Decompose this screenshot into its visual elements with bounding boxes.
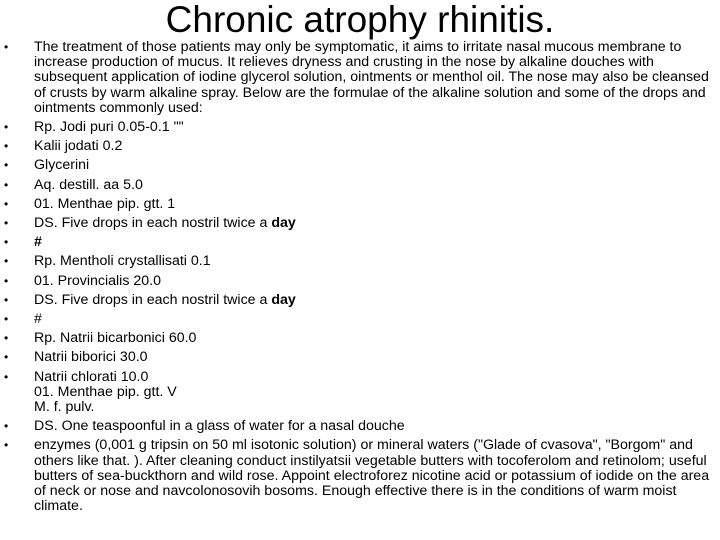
list-item: • Aq. destill. aa 5.0 bbox=[0, 178, 712, 193]
list-item: • Natrii biborici 30.0 bbox=[0, 350, 712, 365]
list-item: • Natrii chlorati 10.0 bbox=[0, 370, 712, 385]
list-item: • DS. Five drops in each nostril twice a day bbox=[0, 293, 712, 308]
list-item: • DS. Five drops in each nostril twice a day bbox=[0, 216, 712, 231]
slide-title: Chronic atrophy rhinitis. bbox=[165, 0, 555, 40]
list-item: • enzymes (0,001 g tripsin on 50 ml isotonic solution) or mineral waters ("Glade of cvasova", "Borgom" and others like that. ). After cleaning conduct instilyatsii vegetable butters with tocoferolom and retinolom; useful butters of sea-buckthorn and wild rose. Appoint electroforez nicotine acid or potassium of iodide on the area of neck or nose and navcolonosovih bosoms. Enough effective there is in the conditions of warm moist climate. bbox=[0, 438, 712, 514]
list-item: • DS. One teaspoonful in a glass of water for a nasal douche bbox=[0, 419, 712, 434]
bold-word: day bbox=[271, 215, 296, 232]
list-item: M. f. pulv. bbox=[34, 399, 95, 416]
list-item: • Glycerini bbox=[0, 158, 712, 173]
bold-word: day bbox=[271, 291, 296, 308]
list-item bbox=[0, 235, 712, 250]
list-item: • 01. Provincialis 20.0 bbox=[0, 274, 712, 289]
list-item: • Rp. Natrii bicarbonici 60.0 bbox=[0, 331, 712, 346]
bullet-list bbox=[0, 40, 712, 518]
list-item: 01. Menthae pip. gtt. V bbox=[34, 383, 177, 400]
list-item: • The treatment of those patients may only be symptomatic, it aims to irritate nasal mucous membrane to increase production of mucus. It relieves dryness and crusting in the nose by alkaline douches with subsequent application of iodine glycerol solution, ointments or menthol oil. The nose may also be cleansed of crusts by warm alkaline spray. Below are the formulae of the alkaline solution and some of the drops and ointments commonly used: bbox=[0, 40, 712, 116]
list-item: • 01. Menthae pip. gtt. 1 bbox=[0, 197, 712, 212]
list-item: • Rp. Jodi puri 0.05-0.1 "" bbox=[0, 120, 712, 135]
list-item: • Kalii jodati 0.2 bbox=[0, 139, 712, 154]
list-item: • Rp. Mentholi crystallisati 0.1 bbox=[0, 254, 712, 269]
list-item: • # bbox=[0, 312, 712, 327]
bold-word: # bbox=[34, 234, 42, 251]
